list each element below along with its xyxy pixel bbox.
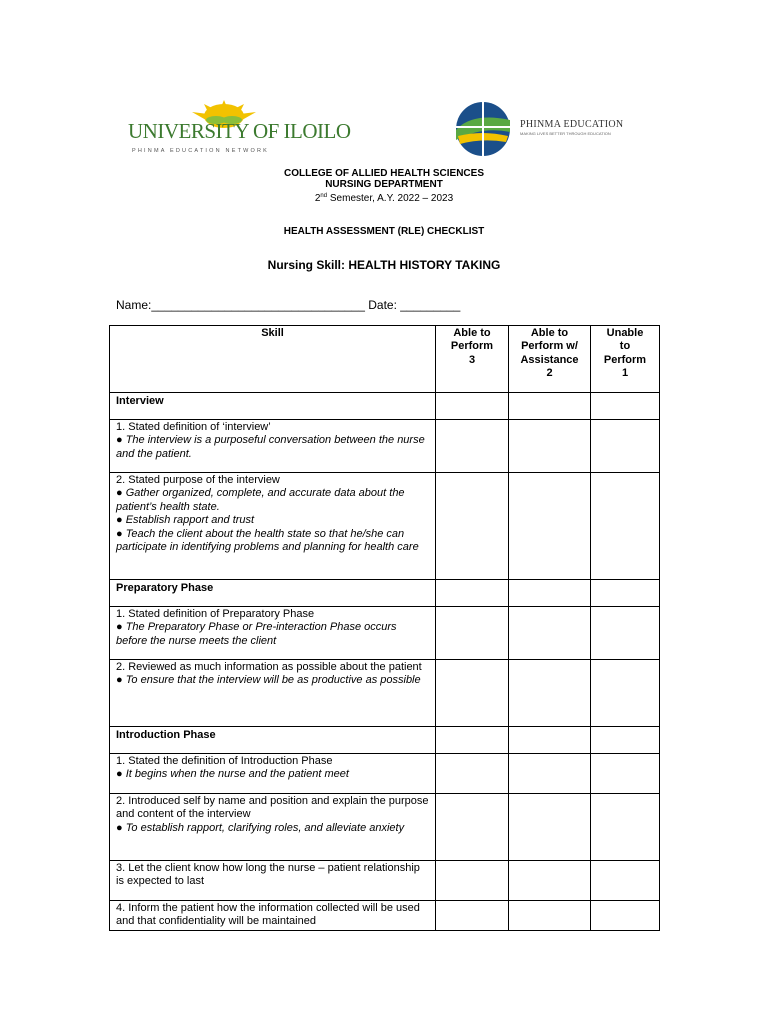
skill-cell bbox=[110, 861, 436, 901]
semester-line bbox=[0, 191, 768, 204]
semester-suffix: nd bbox=[320, 193, 328, 199]
skill-step: 2. Introduced self by name and position and explain the purpose and content of the interview bbox=[116, 795, 429, 821]
checklist-table bbox=[109, 325, 660, 931]
university-of-iloilo-logo bbox=[128, 100, 351, 160]
skill-cell bbox=[110, 754, 436, 794]
score-cell-able[interactable] bbox=[436, 420, 509, 473]
skill-bullet: ● Teach the client about the health state so that he/she can participate in identifying problems and planning for health care bbox=[116, 527, 419, 554]
score-cell-assist[interactable] bbox=[509, 794, 591, 861]
section-row-preparatory bbox=[110, 580, 660, 607]
university-name: UNIVERSITY OF ILOILO bbox=[128, 119, 351, 143]
score-cell-assist[interactable] bbox=[509, 420, 591, 473]
section-title: Introduction Phase bbox=[110, 727, 436, 754]
skill-bullet: ● Gather organized, complete, and accurate data about the patient’s health state. bbox=[116, 487, 405, 513]
score-cell-able[interactable] bbox=[436, 473, 509, 580]
skill-cell bbox=[110, 607, 436, 660]
skill-step: 1. Stated definition of ‘interview’ bbox=[116, 421, 271, 433]
score-cell-able[interactable] bbox=[436, 660, 509, 727]
table-row bbox=[110, 607, 660, 660]
score-cell-unable[interactable] bbox=[591, 901, 660, 931]
skill-bullet: ● The interview is a purposeful conversation between the nurse and the patient. bbox=[116, 434, 425, 460]
skill-title: Nursing Skill: HEALTH HISTORY TAKING bbox=[267, 258, 501, 272]
col-header-assist-line: Perform w/ bbox=[521, 340, 578, 353]
score-cell-assist[interactable] bbox=[509, 473, 591, 580]
col-header-assist bbox=[509, 326, 591, 393]
table-header-row bbox=[110, 326, 660, 393]
skill-bullet: ● Establish rapport and trust bbox=[116, 514, 255, 527]
score-cell-unable[interactable] bbox=[591, 794, 660, 861]
score-cell-able[interactable] bbox=[436, 754, 509, 794]
score-cell-unable[interactable] bbox=[591, 607, 660, 660]
col-header-able-line: Able to bbox=[453, 327, 491, 339]
table-row bbox=[110, 901, 660, 931]
col-header-able bbox=[436, 326, 509, 393]
score-cell-assist[interactable] bbox=[509, 861, 591, 901]
skill-cell bbox=[110, 901, 436, 931]
skill-cell bbox=[110, 660, 436, 727]
skill-cell bbox=[110, 420, 436, 473]
score-cell-assist[interactable] bbox=[509, 901, 591, 931]
table-row bbox=[110, 660, 660, 727]
score-cell-assist[interactable] bbox=[509, 660, 591, 727]
score-cell-assist[interactable] bbox=[509, 393, 591, 420]
skill-bullet: ● To establish rapport, clarifying roles, and alleviate anxiety bbox=[116, 821, 405, 834]
skill-cell bbox=[110, 473, 436, 580]
table-row bbox=[110, 420, 660, 473]
skill-bullet: ● It begins when the nurse and the patient meet bbox=[116, 768, 349, 781]
score-cell-able[interactable] bbox=[436, 794, 509, 861]
section-row-introduction bbox=[110, 727, 660, 754]
table-row bbox=[110, 473, 660, 580]
score-cell-unable[interactable] bbox=[591, 727, 660, 754]
col-header-unable-line: to bbox=[619, 340, 631, 353]
skill-step: 2. Reviewed as much information as possible about the patient bbox=[116, 661, 422, 673]
col-header-unable bbox=[591, 326, 660, 393]
name-date-line: Name:________________________________ Date: _________ bbox=[116, 298, 461, 312]
skill-cell bbox=[110, 794, 436, 861]
col-header-unable-line: Unable bbox=[606, 327, 644, 339]
section-title: Preparatory Phase bbox=[110, 580, 436, 607]
score-cell-unable[interactable] bbox=[591, 420, 660, 473]
col-header-able-score: 3 bbox=[468, 353, 476, 366]
skill-step: 2. Stated purpose of the interview bbox=[116, 474, 280, 486]
skill-step: 4. Inform the patient how the information collected will be used and that confidentiality will be maintained bbox=[116, 902, 420, 928]
skill-step: 1. Stated the definition of Introduction Phase bbox=[116, 755, 333, 767]
skill-bullet: ● To ensure that the interview will be as productive as possible bbox=[116, 674, 421, 687]
phinma-globe-icon bbox=[452, 100, 516, 158]
table-row bbox=[110, 794, 660, 861]
table-row bbox=[110, 754, 660, 794]
skill-bullet: ● The Preparatory Phase or Pre-interaction Phase occurs before the nurse meets the client bbox=[116, 621, 397, 647]
table-row bbox=[110, 861, 660, 901]
phinma-education-logo bbox=[452, 100, 642, 158]
col-header-skill: Skill bbox=[110, 326, 436, 393]
score-cell-assist[interactable] bbox=[509, 754, 591, 794]
section-title: Interview bbox=[110, 393, 436, 420]
semester-number: 2 bbox=[314, 193, 321, 204]
col-header-assist-score: 2 bbox=[546, 367, 553, 380]
score-cell-able[interactable] bbox=[436, 393, 509, 420]
skill-step: 1. Stated definition of Preparatory Phase bbox=[116, 608, 315, 620]
score-cell-able[interactable] bbox=[436, 901, 509, 931]
checklist-title: HEALTH ASSESSMENT (RLE) CHECKLIST bbox=[283, 226, 485, 237]
score-cell-able[interactable] bbox=[436, 580, 509, 607]
score-cell-unable[interactable] bbox=[591, 393, 660, 420]
score-cell-able[interactable] bbox=[436, 861, 509, 901]
skill-step: 3. Let the client know how long the nurse – patient relationship is expected to last bbox=[116, 862, 420, 888]
score-cell-unable[interactable] bbox=[591, 861, 660, 901]
score-cell-unable[interactable] bbox=[591, 473, 660, 580]
semester-text: Semester, A.Y. 2022 – 2023 bbox=[327, 193, 454, 204]
col-header-unable-score: 1 bbox=[621, 367, 629, 380]
phinma-name: PHINMA EDUCATION bbox=[520, 119, 624, 130]
score-cell-able[interactable] bbox=[436, 607, 509, 660]
col-header-assist-line: Able to bbox=[530, 327, 569, 339]
university-network: PHINMA EDUCATION NETWORK bbox=[132, 148, 270, 154]
col-header-unable-line: Perform bbox=[603, 353, 647, 366]
score-cell-unable[interactable] bbox=[591, 660, 660, 727]
score-cell-able[interactable] bbox=[436, 727, 509, 754]
department-name: NURSING DEPARTMENT bbox=[325, 179, 443, 190]
score-cell-assist[interactable] bbox=[509, 607, 591, 660]
phinma-tagline: MAKING LIVES BETTER THROUGH EDUCATION bbox=[520, 131, 611, 136]
score-cell-assist[interactable] bbox=[509, 580, 591, 607]
score-cell-unable[interactable] bbox=[591, 580, 660, 607]
col-header-able-line: Perform bbox=[450, 340, 494, 353]
col-header-assist-line: Assistance bbox=[520, 353, 579, 366]
score-cell-unable[interactable] bbox=[591, 754, 660, 794]
score-cell-assist[interactable] bbox=[509, 727, 591, 754]
section-row-interview bbox=[110, 393, 660, 420]
college-name: COLLEGE OF ALLIED HEALTH SCIENCES bbox=[283, 168, 484, 179]
